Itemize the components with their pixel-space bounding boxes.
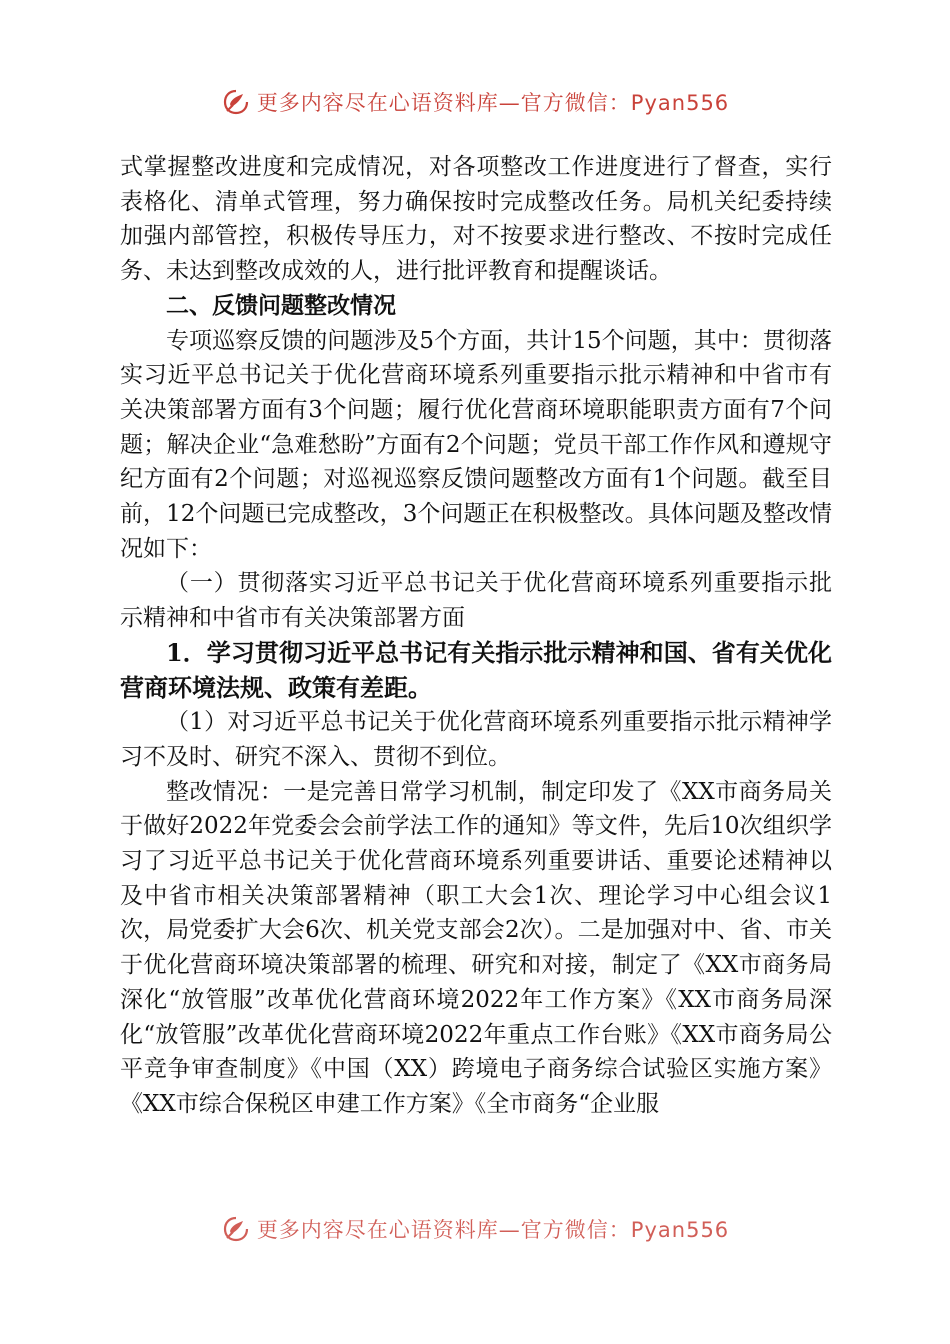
brand-logo-icon xyxy=(221,1214,251,1244)
watermark-header xyxy=(0,82,950,122)
sub-item: （1）对习近平总书记关于优化营商环境系列重要指示批示精神学习不及时、研究不深入、贯彻不到位。 xyxy=(120,709,832,770)
watermark-text: 更多内容尽在心语资料库—官方微信：Pyan556 xyxy=(256,91,730,115)
subsection-heading: （一）贯彻落实习近平总书记关于优化营商环境系列重要指示批示精神和中省市有关决策部署方面 xyxy=(120,570,832,632)
paragraph-continuation: 式掌握整改进度和完成情况，对各项整改工作进度进行了督查，实行表格化、清单式管理，努力确保按时完成整改任务。局机关纪委持续加强内部管控，积极传导压力，对不按要求进行整改、不按时完成任务、未达到整改成效的人，进行批评教育和提醒谈话。 xyxy=(120,154,832,285)
paragraph-rectification: 整改情况：一是完善日常学习机制，制定印发了《XX市商务局关于做好2022年党委会会前学法工作的通知》等文件，先后10次组织学习了习近平总书记关于优化营商环境系列重要讲话、重要论述精神以及中省市相关决策部署精神（职工大会1次、理论学习中心组会议1次，局党委扩大会6次、机关党支部会2次）。二是加强对中、省、市关于优化营商环境决策部署的梳理、研究和对接，制定了《XX市商务局深化“放管服”改革优化营商环境2022年工作方案》《XX市商务局深化“放管服”改革优化营商环境2022年重点工作台账》《XX市商务局公平竞争审查制度》《中国（XX）跨境电子商务综合试验区实施方案》《XX市综合保税区申建工作方案》《全市商务“企业服 xyxy=(120,778,832,1117)
section-heading: 二、反馈问题整改情况 xyxy=(166,291,396,319)
watermark-footer xyxy=(0,1202,950,1246)
item-heading: 1．学习贯彻习近平总书记有关指示批示精神和国、省有关优化营商环境法规、政策有差距。 xyxy=(120,637,832,702)
brand-logo-icon xyxy=(221,87,251,117)
paragraph-overview: 专项巡察反馈的问题涉及5个方面，共计15个问题，其中：贯彻落实习近平总书记关于优化营商环境系列重要指示批示精神和中省市有关决策部署方面有3个问题；履行优化营商环境职能职责方面有7个问题；解决企业“急难愁盼”方面有2个问题；党员干部工作作风和遵规守纪方面有2个问题；对巡视巡察反馈问题整改方面有1个问题。截至目前，12个问题已完成整改，3个问题正在积极整改。具体问题及整改情况如下： xyxy=(120,327,832,562)
watermark-text: 更多内容尽在心语资料库—官方微信：Pyan556 xyxy=(256,1218,730,1242)
document-body xyxy=(120,150,832,1122)
